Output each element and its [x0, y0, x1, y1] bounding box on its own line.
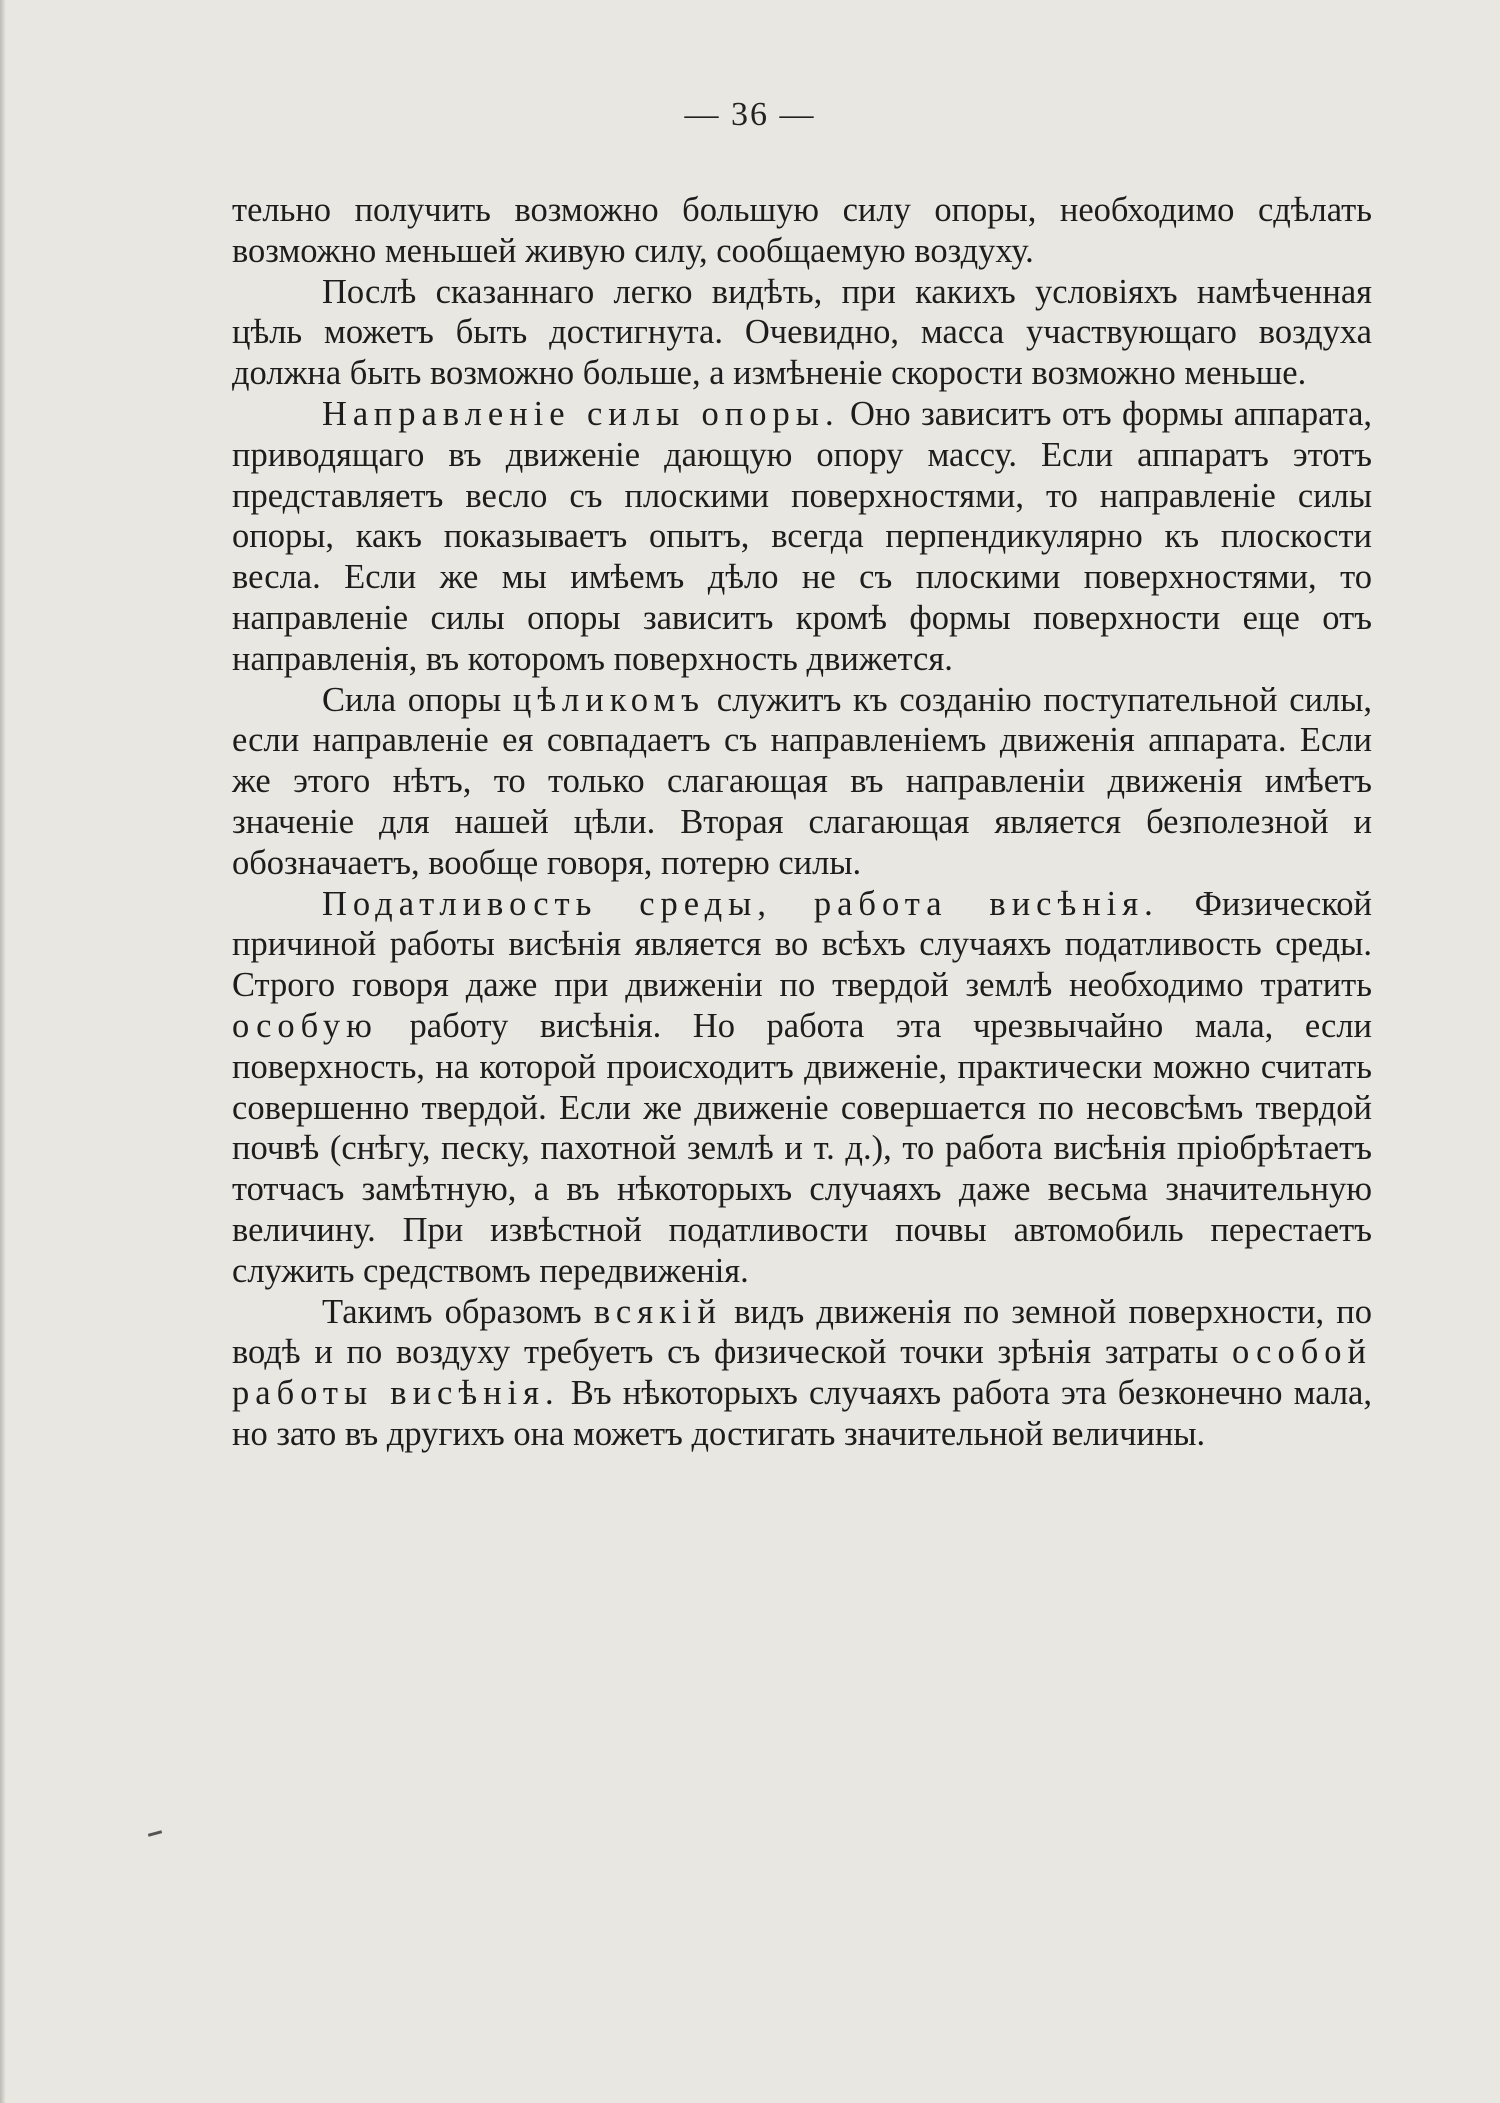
page-number: — 36 — [684, 96, 816, 133]
paragraph-text: работу висѣнія. Но работа эта чрезвычайно мала, если поверхность, на которой происходитъ движеніе, практически можно считать совершенно твердой. Если же движеніе совершается по несовсѣмъ твердой почвѣ (снѣгу, песку, пахотной землѣ и т. д.), то работа висѣнія пріобрѣтаетъ тотчасъ замѣтную, а въ нѣкоторыхъ случаяхъ даже весьма значительную величину. При извѣстной податливости почвы автомобиль перестаетъ служить средствомъ передвиженія. [232, 1006, 1372, 1290]
paragraph-6 [232, 1292, 1372, 1455]
paragraph-text: Въ нѣкоторыхъ случаяхъ работа эта безконечно мала, но зато въ другихъ она можетъ достигать значительной величины. [232, 1374, 1372, 1453]
spaced-term: особой работы висѣнія. [232, 1333, 1372, 1413]
spaced-term: цѣликомъ [512, 680, 706, 719]
page-text-body [232, 190, 1372, 1455]
paragraph-4 [232, 680, 1372, 884]
paragraph-text: Физической причиной работы висѣнія является во всѣхъ случаяхъ податливость среды. Строго говоря даже при движеніи по твердой землѣ необходимо тратить [232, 884, 1373, 1005]
paragraph-1: тельно получить возможно большую силу опоры, необходимо сдѣлать возможно меньшей живую силу, сообщаемую воздуху. [232, 191, 1372, 270]
spaced-term: Податливость среды, работа висѣнія. [322, 884, 1159, 923]
paragraph-text: Сила опоры [322, 680, 502, 719]
page-edge-shadow [0, 0, 6, 2103]
paragraph-2: Послѣ сказаннаго легко видѣть, при какихъ условіяхъ намѣченная цѣль можетъ быть достигнута. Очевидно, масса участвующаго воздуха должна быть возможно больше, а измѣненіе скорости возможно меньше. [232, 272, 1372, 393]
spaced-term: Направленіе силы опоры. [322, 394, 840, 433]
paragraph-text: служитъ къ созданію поступательной силы, если направленіе ея совпадаетъ съ направленіемъ движенія аппарата. Если же этого нѣтъ, то только слагающая въ направленіи движенія имѣетъ значеніе для нашей цѣли. Вторая слагающая является безполезной и обозначаетъ, вообще говоря, потерю силы. [232, 680, 1373, 882]
paragraph-text: видъ движенія по земной поверхности, по водѣ и по воздуху требуетъ съ физической точки зрѣнія затраты [232, 1292, 1373, 1372]
paragraph-3 [232, 394, 1372, 680]
paragraph-text: Оно зависитъ отъ формы аппарата, приводящаго въ движеніе дающую опору массу. Если аппаратъ этотъ представляетъ весло съ плоскими поверхностями, то направленіе силы опоры, какъ показываетъ опытъ, всегда перпендикулярно къ плоскости весла. Если же мы имѣемъ дѣло не съ плоскими поверхностями, то направленіе силы опоры зависитъ кромѣ формы поверхности еще отъ направленія, въ которомъ поверхность движется. [232, 394, 1373, 678]
paragraph-5 [232, 884, 1372, 1292]
spaced-term: всякій [593, 1292, 722, 1331]
spaced-term: особую [232, 1006, 378, 1045]
paragraph-text: Такимъ образомъ [322, 1292, 582, 1331]
stray-ink-mark [148, 1830, 162, 1837]
